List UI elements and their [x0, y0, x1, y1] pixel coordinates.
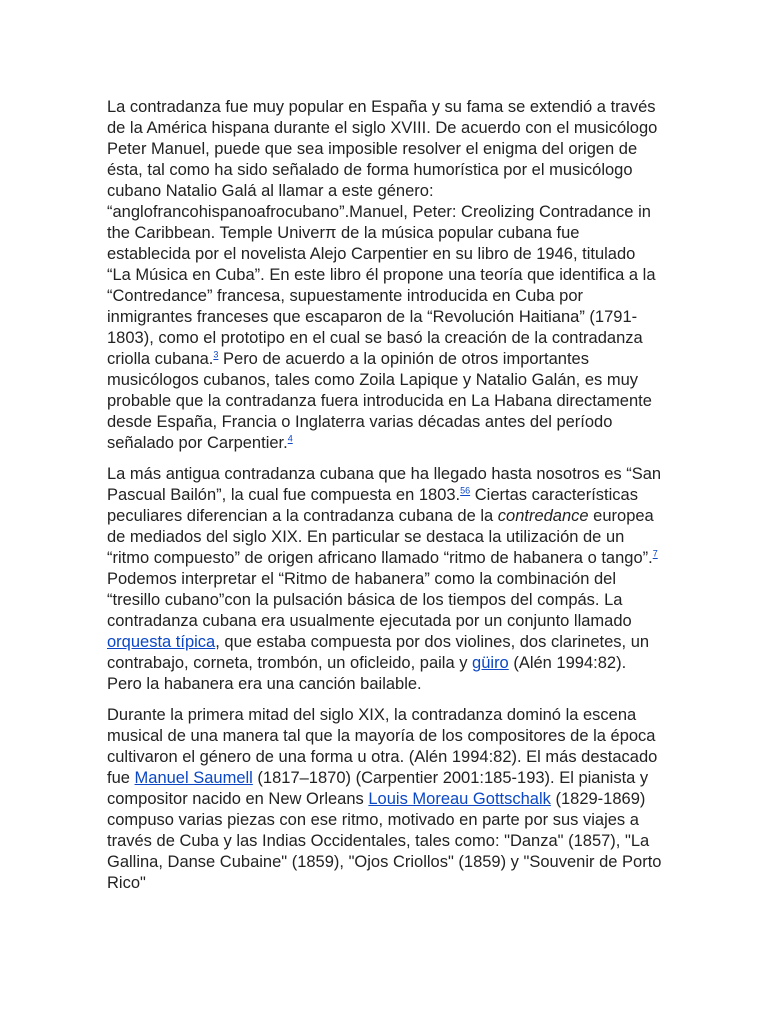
footnote-link-56[interactable]: 56 — [460, 485, 471, 496]
text-segment: (1829-1869) compuso varias piezas con ese ritmo, motivado en parte por sus viajes a través de Cuba y las Indias Occidentales, tales como: "Danza" (1857), "La Gallina, Danse Cubaine" (1859), "Ojos Criollos" (1859) y "Souvenir de Porto Rico" — [107, 790, 662, 892]
link-guiro[interactable]: güiro — [472, 654, 509, 672]
text-segment: La contradanza fue muy popular en España y su fama se extendió a través de la América hispana durante el siglo XVIII. De acuerdo con el musicólogo Peter Manuel, puede que sea imposible resolver el enigma del origen de ésta, tal como ha sido señalado de forma humorística por el musicólogo cubano Natalio Galá al llamar a este género: “anglofrancohispanoafrocubano”.Manuel, Peter: Creolizing Contradance in the Caribbean. Temple Univerπ de la música popular cubana fue establecida por el novelista Alejo Carpentier en su libro de 1946, titulado “La Música en Cuba”. En este libro él propone una teoría que identifica a la “Contredance” francesa, supuestamente introducida en Cuba por inmigrantes franceses que escaparon de la “Revolución Haitiana” (1791-1803), como el prototipo en el cual se basó la creación de la contradanza criolla cubana. — [107, 98, 658, 368]
link-manuel-saumell[interactable]: Manuel Saumell — [134, 769, 253, 787]
text-segment: Ciertas características peculiares diferencian a la contradanza cubana de la — [107, 486, 638, 525]
text-segment: Podemos interpretar el “Ritmo de habanera” como la combinación del “tresillo cubano”con la pulsación básica de los tiempos del compás. La contradanza cubana era usualmente ejecutada por un conjunto llamado — [107, 570, 632, 630]
text-segment: Pero de acuerdo a la opinión de otros importantes musicólogos cubanos, tales como Zoila Lapique y Natalio Galán, es muy probable que la contradanza fuera introducida en La Habana directamente desde España, Francia o Inglaterra varias décadas antes del período señalado por Carpentier. — [107, 350, 652, 452]
text-segment: La más antigua contradanza cubana que ha llegado hasta nosotros es “San Pascual Bailón”, la cual fue compuesta en 1803. — [107, 465, 662, 504]
link-orquesta-tipica[interactable]: orquesta típica — [107, 633, 216, 651]
paragraph-2 — [107, 464, 663, 695]
text-segment: (Alén 1994:82). Pero la habanera era una canción bailable. — [107, 654, 627, 693]
italic-term: contredance — [497, 507, 589, 525]
footnote-link-3[interactable]: 3 — [213, 349, 219, 360]
document-body — [107, 97, 663, 904]
paragraph-1 — [107, 97, 663, 454]
text-segment: Durante la primera mitad del siglo XIX, la contradanza dominó la escena musical de una manera tal que la mayoría de los compositores de la época cultivaron el género de una forma u otra. (Alén 1994:82). El más destacado fue — [107, 706, 658, 787]
footnote-link-4[interactable]: 4 — [287, 433, 293, 444]
footnote-link-7[interactable]: 7 — [652, 548, 658, 559]
link-louis-moreau-gottschalk[interactable]: Louis Moreau Gottschalk — [368, 790, 551, 808]
footnote-ref[interactable] — [288, 434, 293, 444]
text-segment: (1817–1870) (Carpentier 2001:185-193). El pianista y compositor nacido en New Orleans — [107, 769, 649, 808]
footnote-ref[interactable] — [460, 486, 470, 496]
paragraph-3 — [107, 705, 663, 894]
text-segment: , que estaba compuesta por dos violines, dos clarinetes, un contrabajo, corneta, trombón, un oficleido, paila y — [107, 633, 650, 672]
footnote-ref[interactable] — [653, 549, 658, 559]
text-segment: europea de mediados del siglo XIX. En particular se destaca la utilización de un “ritmo compuesto” de origen africano llamado “ritmo de habanera o tango”. — [107, 507, 654, 567]
